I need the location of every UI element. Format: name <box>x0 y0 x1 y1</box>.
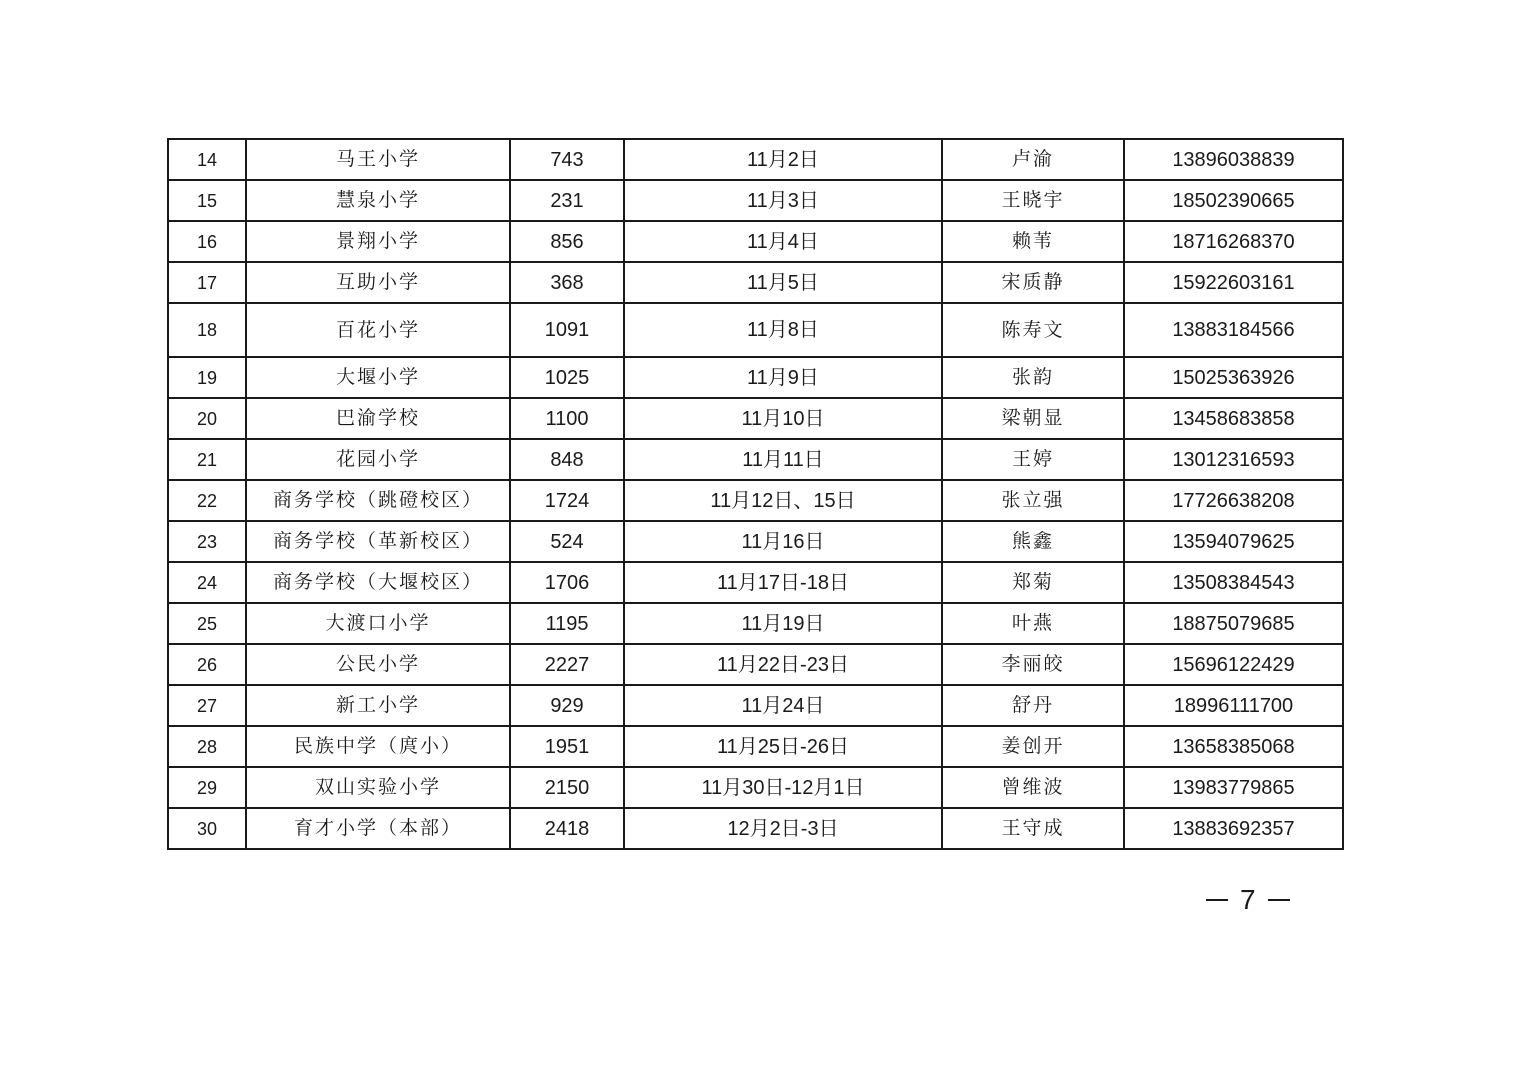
contact-name: 曾维波 <box>942 767 1124 808</box>
student-count: 743 <box>510 139 624 180</box>
dash-right <box>1268 899 1290 901</box>
student-count: 368 <box>510 262 624 303</box>
contact-name: 张立强 <box>942 480 1124 521</box>
schedule-date: 11月10日 <box>624 398 942 439</box>
contact-phone: 13012316593 <box>1124 439 1343 480</box>
contact-phone: 15922603161 <box>1124 262 1343 303</box>
schedule-date: 11月19日 <box>624 603 942 644</box>
table-row <box>168 398 1343 439</box>
table-row <box>168 357 1343 398</box>
table-row <box>168 221 1343 262</box>
school-name: 巴渝学校 <box>246 398 510 439</box>
table-row <box>168 603 1343 644</box>
schedule-date: 11月8日 <box>624 303 942 357</box>
page-number <box>1206 884 1306 916</box>
row-number: 24 <box>168 562 246 603</box>
contact-name: 梁朝显 <box>942 398 1124 439</box>
row-number: 25 <box>168 603 246 644</box>
student-count: 2150 <box>510 767 624 808</box>
school-name: 大堰小学 <box>246 357 510 398</box>
dash-left <box>1206 899 1228 901</box>
schedule-date: 11月11日 <box>624 439 942 480</box>
row-number: 29 <box>168 767 246 808</box>
student-count: 848 <box>510 439 624 480</box>
table-row <box>168 521 1343 562</box>
school-name: 百花小学 <box>246 303 510 357</box>
contact-name: 郑菊 <box>942 562 1124 603</box>
contact-phone: 13896038839 <box>1124 139 1343 180</box>
student-count: 856 <box>510 221 624 262</box>
school-name: 花园小学 <box>246 439 510 480</box>
student-count: 1724 <box>510 480 624 521</box>
table-row <box>168 644 1343 685</box>
contact-name: 陈寿文 <box>942 303 1124 357</box>
contact-phone: 13458683858 <box>1124 398 1343 439</box>
contact-phone: 18716268370 <box>1124 221 1343 262</box>
table-row <box>168 480 1343 521</box>
contact-phone: 15696122429 <box>1124 644 1343 685</box>
contact-name: 熊鑫 <box>942 521 1124 562</box>
row-number: 23 <box>168 521 246 562</box>
contact-name: 宋质静 <box>942 262 1124 303</box>
schedule-date: 11月30日-12月1日 <box>624 767 942 808</box>
row-number: 17 <box>168 262 246 303</box>
school-name: 民族中学（庹小） <box>246 726 510 767</box>
school-name: 商务学校（革新校区） <box>246 521 510 562</box>
row-number: 28 <box>168 726 246 767</box>
contact-phone: 13883184566 <box>1124 303 1343 357</box>
schedule-date: 11月12日、15日 <box>624 480 942 521</box>
schedule-date: 11月22日-23日 <box>624 644 942 685</box>
contact-phone: 18875079685 <box>1124 603 1343 644</box>
schedule-date: 11月9日 <box>624 357 942 398</box>
table-row <box>168 767 1343 808</box>
school-name: 商务学校（大堰校区） <box>246 562 510 603</box>
contact-name: 卢渝 <box>942 139 1124 180</box>
contact-name: 叶燕 <box>942 603 1124 644</box>
row-number: 22 <box>168 480 246 521</box>
table-row <box>168 726 1343 767</box>
contact-phone: 13883692357 <box>1124 808 1343 849</box>
student-count: 231 <box>510 180 624 221</box>
school-name: 商务学校（跳磴校区） <box>246 480 510 521</box>
schedule-date: 11月4日 <box>624 221 942 262</box>
row-number: 20 <box>168 398 246 439</box>
student-count: 929 <box>510 685 624 726</box>
contact-name: 姜创开 <box>942 726 1124 767</box>
contact-phone: 13594079625 <box>1124 521 1343 562</box>
schedule-date: 11月25日-26日 <box>624 726 942 767</box>
contact-name: 舒丹 <box>942 685 1124 726</box>
contact-name: 王晓宇 <box>942 180 1124 221</box>
contact-phone: 18996111700 <box>1124 685 1343 726</box>
row-number: 27 <box>168 685 246 726</box>
school-name: 马王小学 <box>246 139 510 180</box>
student-count: 1706 <box>510 562 624 603</box>
student-count: 1100 <box>510 398 624 439</box>
contact-phone: 18502390665 <box>1124 180 1343 221</box>
school-name: 景翔小学 <box>246 221 510 262</box>
table-row <box>168 439 1343 480</box>
student-count: 524 <box>510 521 624 562</box>
schedule-date: 11月17日-18日 <box>624 562 942 603</box>
schedule-date: 11月16日 <box>624 521 942 562</box>
table-row <box>168 180 1343 221</box>
schedule-date: 11月24日 <box>624 685 942 726</box>
table-row <box>168 262 1343 303</box>
row-number: 30 <box>168 808 246 849</box>
row-number: 16 <box>168 221 246 262</box>
schedule-date: 11月5日 <box>624 262 942 303</box>
school-name: 互助小学 <box>246 262 510 303</box>
schedule-date: 12月2日-3日 <box>624 808 942 849</box>
school-name: 新工小学 <box>246 685 510 726</box>
contact-name: 王守成 <box>942 808 1124 849</box>
table-row <box>168 303 1343 357</box>
table-row <box>168 562 1343 603</box>
school-name: 大渡口小学 <box>246 603 510 644</box>
contact-phone: 17726638208 <box>1124 480 1343 521</box>
school-name: 慧泉小学 <box>246 180 510 221</box>
contact-name: 王婷 <box>942 439 1124 480</box>
page-number-value: 7 <box>1240 884 1256 915</box>
row-number: 15 <box>168 180 246 221</box>
row-number: 18 <box>168 303 246 357</box>
schedule-table <box>167 138 1344 850</box>
table-row <box>168 808 1343 849</box>
row-number: 14 <box>168 139 246 180</box>
row-number: 26 <box>168 644 246 685</box>
contact-phone: 13508384543 <box>1124 562 1343 603</box>
student-count: 2227 <box>510 644 624 685</box>
contact-name: 李丽皎 <box>942 644 1124 685</box>
contact-phone: 13658385068 <box>1124 726 1343 767</box>
contact-phone: 13983779865 <box>1124 767 1343 808</box>
school-name: 公民小学 <box>246 644 510 685</box>
contact-phone: 15025363926 <box>1124 357 1343 398</box>
row-number: 21 <box>168 439 246 480</box>
student-count: 1091 <box>510 303 624 357</box>
row-number: 19 <box>168 357 246 398</box>
contact-name: 赖苇 <box>942 221 1124 262</box>
student-count: 1025 <box>510 357 624 398</box>
schedule-date: 11月2日 <box>624 139 942 180</box>
school-name: 双山实验小学 <box>246 767 510 808</box>
schedule-date: 11月3日 <box>624 180 942 221</box>
table-row <box>168 139 1343 180</box>
contact-name: 张韵 <box>942 357 1124 398</box>
school-name: 育才小学（本部） <box>246 808 510 849</box>
table-row <box>168 685 1343 726</box>
student-count: 1195 <box>510 603 624 644</box>
student-count: 1951 <box>510 726 624 767</box>
student-count: 2418 <box>510 808 624 849</box>
